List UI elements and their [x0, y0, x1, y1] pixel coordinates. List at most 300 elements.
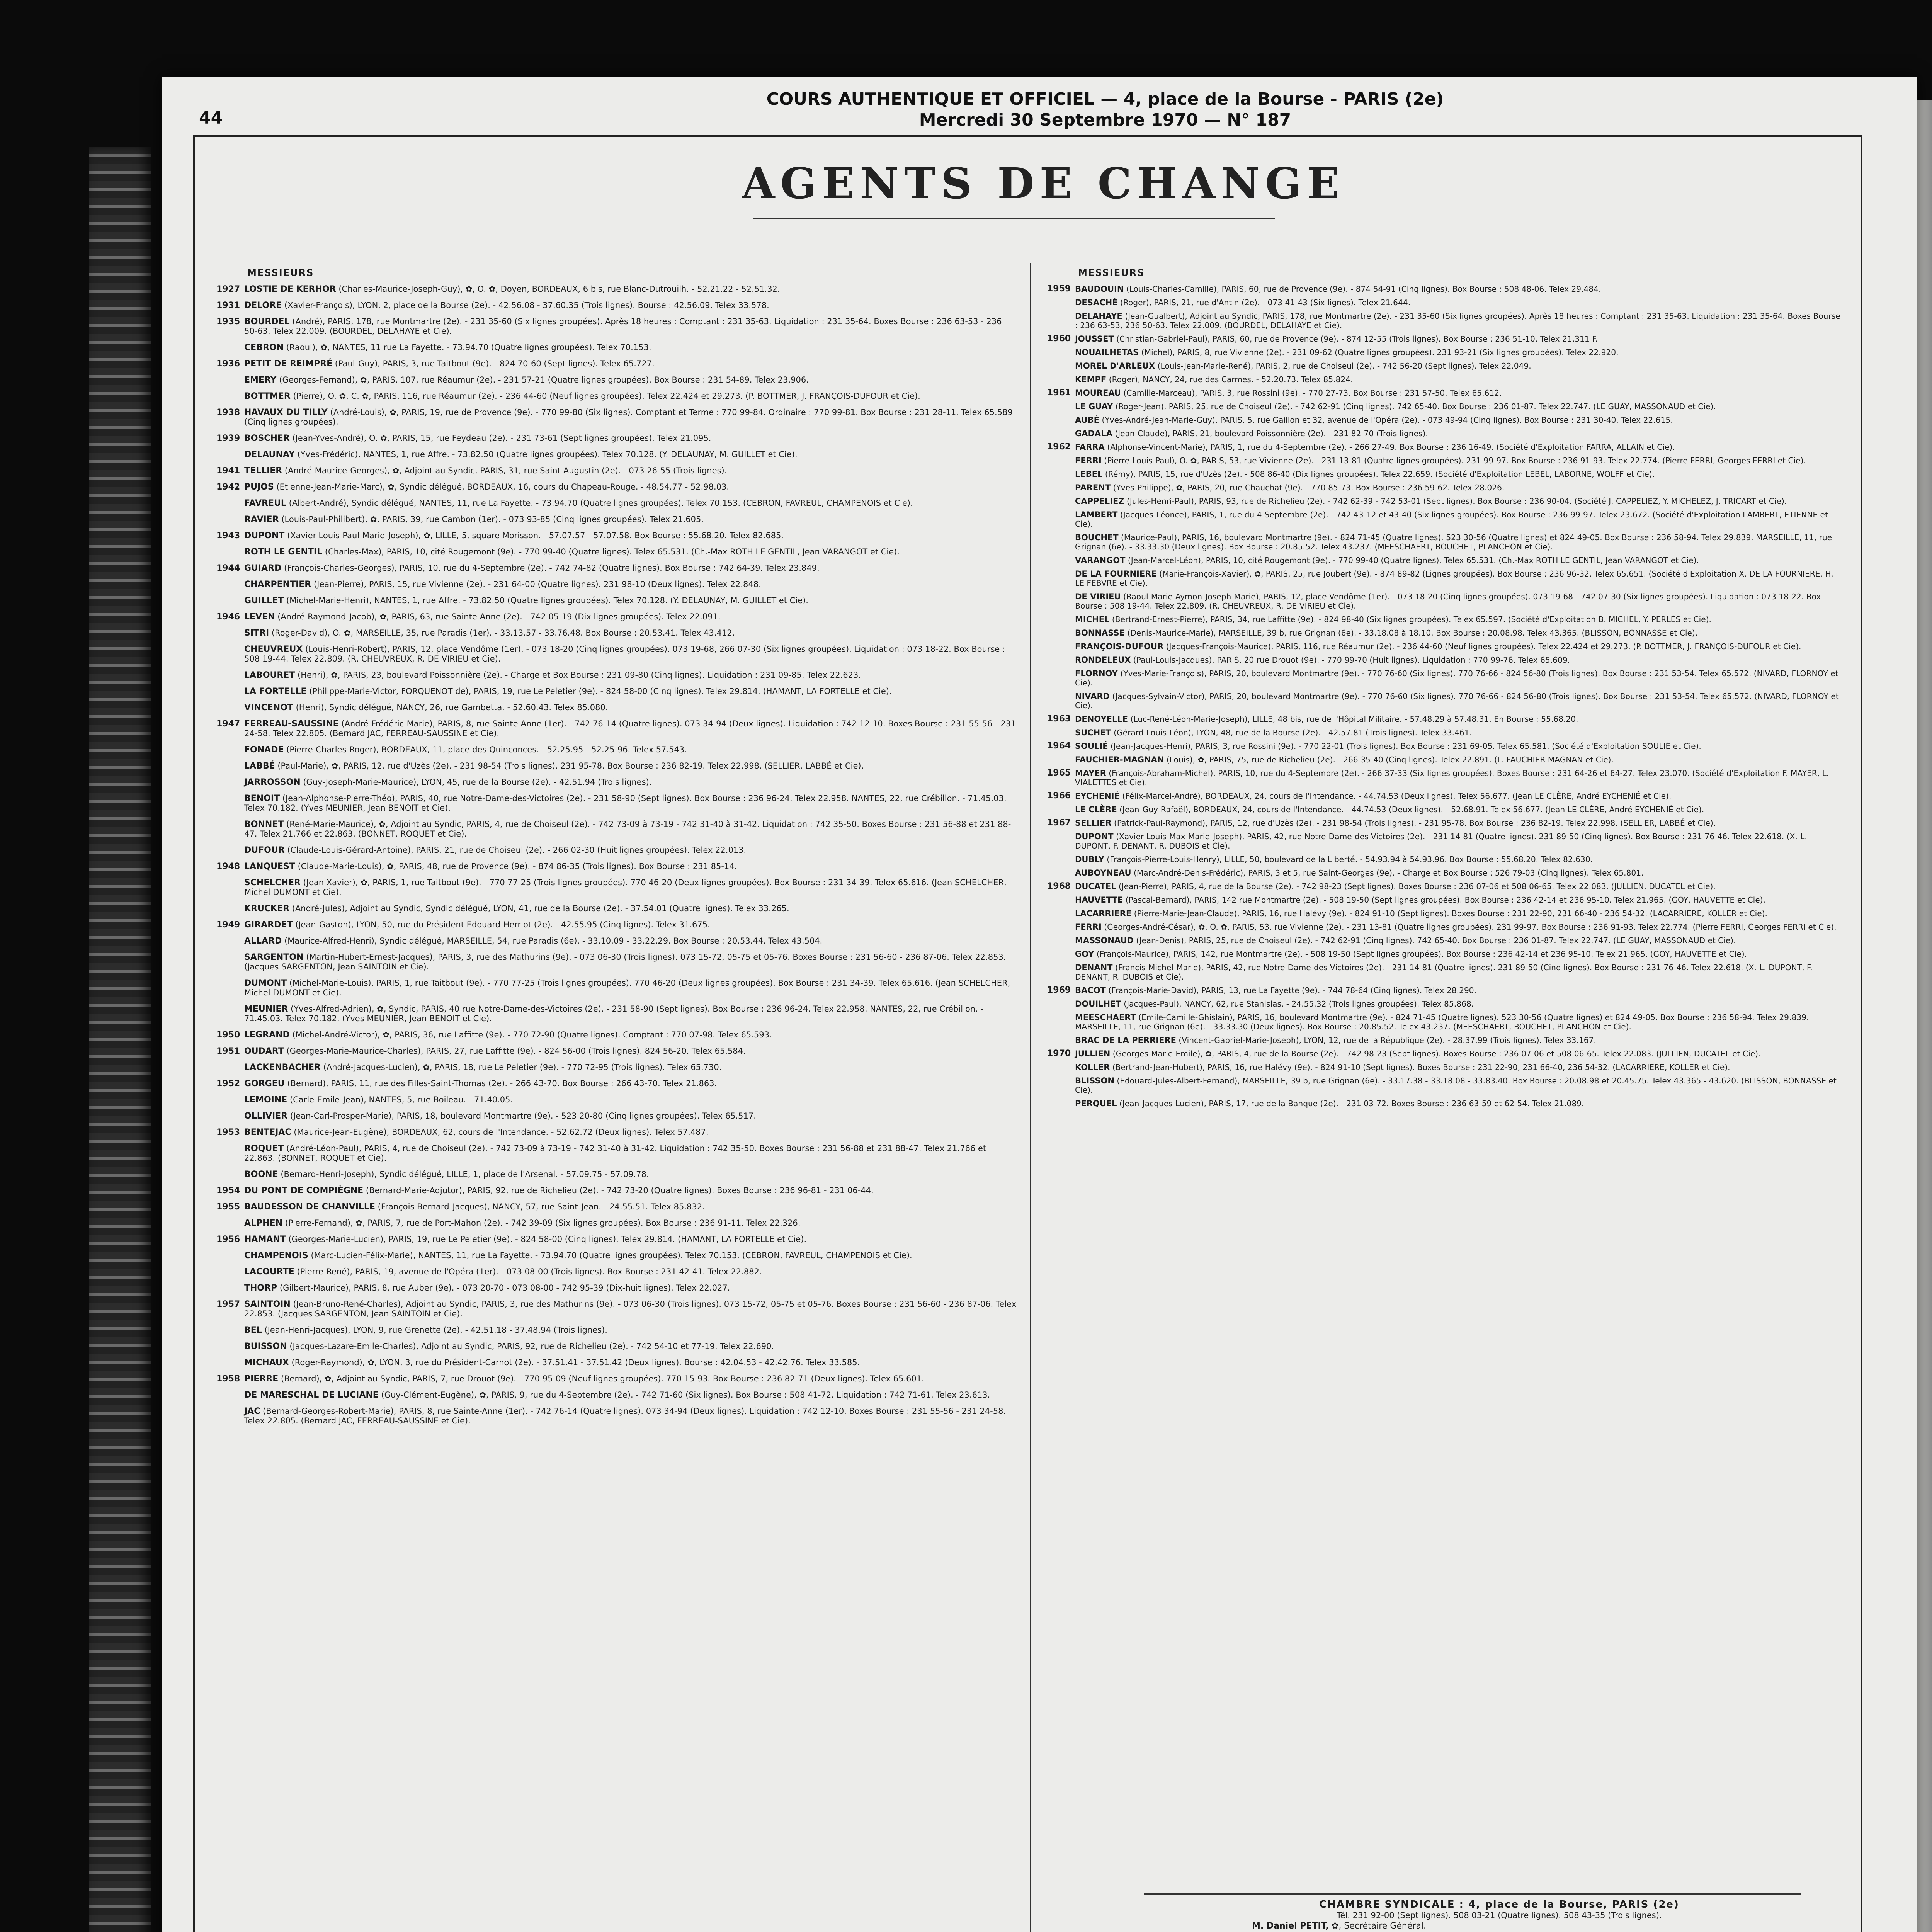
entry-text [244, 547, 1016, 557]
agent-entry [1047, 592, 1843, 611]
entry-text [1075, 628, 1843, 638]
entry-year: 1938 [216, 408, 240, 417]
agent-details: (Luc-René-Léon-Marie-Joseph), LILLE, 48 bis, rue de l'Hôpital Militaire. - 57.48.29 à 57.48.31. En Bourse : 55.68.20. [1130, 714, 1578, 724]
agent-name: JARROSSON [244, 777, 301, 787]
entry-year [216, 1358, 244, 1367]
agent-details: (François-Marie-David), PARIS, 13, rue La Fayette (9e). - 744 78-64 (Cinq lignes). Telex 28.290. [1108, 986, 1477, 995]
left-column-heading: MESSIEURS [247, 267, 314, 278]
agent-entry [1047, 284, 1843, 294]
agent-entry [1047, 999, 1843, 1009]
entry-year: 1954 [216, 1186, 240, 1196]
entry-text [244, 1046, 1016, 1056]
entry-year: 1936 [216, 359, 240, 369]
entry-text [244, 1111, 1016, 1121]
agent-entry [1047, 1049, 1843, 1058]
agent-entry [1047, 1036, 1843, 1045]
entry-text [244, 359, 1016, 369]
entry-text [244, 1267, 1016, 1277]
agent-name: FLORNOY [1075, 669, 1118, 678]
entry-text [244, 904, 1016, 913]
entry-year [216, 845, 244, 855]
entry-year [1047, 375, 1075, 384]
agent-name: GUILLET [244, 596, 284, 605]
agent-entry [216, 466, 1016, 476]
agent-name: BAUDESSON DE CHANVILLE [244, 1202, 375, 1212]
entry-year: 1948 [216, 862, 240, 871]
agent-name: DUCATEL [1075, 882, 1116, 891]
agent-name: MICHAUX [244, 1358, 289, 1367]
entry-year: 1950 [216, 1030, 240, 1040]
agent-entry [1047, 755, 1843, 764]
entry-year [216, 1111, 244, 1121]
agent-name: DE VIRIEU [1075, 592, 1121, 601]
entry-text [1075, 456, 1843, 465]
agent-name: RAVIER [244, 515, 279, 524]
agent-entry [216, 1170, 1016, 1179]
entry-year [1047, 728, 1075, 737]
agent-details: (Jean-Jacques-Henri), PARIS, 3, rue Rossini (9e). - 770 22-01 (Trois lignes). Box Bourse : 231 69-05. Telex 65.581. (Société d'Exploitation SOULIÉ et Cie). [1111, 742, 1701, 751]
entry-text [1075, 334, 1843, 344]
entry-year: 1927 [216, 284, 240, 294]
agent-name: BACOT [1075, 986, 1106, 995]
agent-name: RONDELEUX [1075, 655, 1131, 665]
agent-details: (Pierre), O. ✿, C. ✿, PARIS, 116, rue Réaumur (2e). - 236 44-60 (Neuf lignes groupées). Telex 22.424 et 29.273. (P. BOTTMER, J. FRANÇOIS-DUFOUR et Cie). [293, 391, 920, 401]
agent-name: DENOYELLE [1075, 714, 1128, 724]
agent-entry [216, 794, 1016, 813]
entry-year [1047, 895, 1075, 905]
agent-name: SCHELCHER [244, 878, 301, 888]
entry-year [1047, 1076, 1075, 1095]
agent-name: NOUAILHETAS [1075, 348, 1139, 357]
entry-year [216, 1063, 244, 1072]
agent-name: BRAC DE LA PERRIERE [1075, 1036, 1176, 1045]
entry-text [244, 1218, 1016, 1228]
entry-year [1047, 1099, 1075, 1108]
entry-text [1075, 805, 1843, 814]
agent-details: (François-Pierre-Louis-Henry), LILLE, 50, boulevard de la Liberté. - 54.93.94 à 54.93.96. Box Bourse : 55.68.20. Telex 82.630. [1107, 855, 1593, 864]
agent-entry [1047, 348, 1843, 357]
agent-entry [1047, 1099, 1843, 1108]
agent-name: KEMPF [1075, 375, 1107, 384]
entry-year: 1955 [216, 1202, 240, 1212]
entry-year [216, 1170, 244, 1179]
agent-name: LABBÉ [244, 761, 275, 771]
entry-year [216, 978, 244, 998]
entry-year [216, 498, 244, 508]
agent-entry [216, 359, 1016, 369]
entry-text [244, 498, 1016, 508]
agent-details: (Michel-Marie-Louis), PARIS, 1, rue Taitbout (9e). - 770 77-25 (Trois lignes groupées). 770 46-20 (Deux lignes groupées). Box Bourse : 231 34-39. Telex 65.616. (Jean SCHELCHER, Michel DUMONT et Cie). [244, 978, 1010, 997]
agent-name: VARANGOT [1075, 556, 1126, 565]
agent-details: (Henri), Syndic délégué, NANCY, 26, rue Gambetta. - 52.60.43. Telex 85.080. [296, 703, 608, 712]
agent-name: FAUCHIER-MAGNAN [1075, 755, 1164, 764]
entry-text [244, 1004, 1016, 1024]
left-entry-list [216, 284, 1016, 1426]
headline-rule [753, 218, 1275, 219]
agent-entry [1047, 375, 1843, 384]
page-edge [1917, 100, 1932, 1932]
entry-text [1075, 791, 1843, 801]
agent-entry [216, 687, 1016, 696]
agent-entry [1047, 361, 1843, 371]
agent-entry [216, 1186, 1016, 1196]
book-binding [89, 147, 151, 1932]
agent-name: LEMOINE [244, 1095, 287, 1105]
agent-details: (Jean-Bruno-René-Charles), Adjoint au Syndic, PARIS, 3, rue des Mathurins (9e). - 073 06-30 (Trois lignes). 073 15-72, 05-75 et 05-76. Boxes Bourse : 231 56-60 - 236 87-06. Telex 22.853. (Jacques SARGENTON, Jean SAINTOIN et Cie). [244, 1299, 1017, 1318]
entry-text [1075, 714, 1843, 724]
entry-year [1047, 348, 1075, 357]
entry-text [244, 761, 1016, 771]
entry-year: 1958 [216, 1374, 240, 1384]
entry-year [216, 904, 244, 913]
agent-entry [216, 777, 1016, 787]
entry-year: 1962 [1047, 442, 1071, 452]
entry-year [216, 1144, 244, 1163]
agent-name: VINCENOT [244, 703, 293, 713]
chambre-member [1252, 1921, 1847, 1932]
entry-year [216, 547, 244, 557]
agent-details: (Roger), NANCY, 24, rue des Carmes. - 52.20.73. Telex 85.824. [1109, 375, 1353, 384]
agent-name: CHAMPENOIS [244, 1251, 308, 1260]
agent-name: MEESCHAERT [1075, 1013, 1136, 1022]
entry-year [216, 391, 244, 401]
agent-details: (Xavier-Louis-Paul-Marie-Joseph), ✿, LILLE, 5, square Morisson. - 57.07.57 - 57.07.58. Box Bourse : 55.68.20. Telex 82.685. [287, 531, 784, 540]
agent-name: MICHEL [1075, 615, 1110, 624]
entry-year [1047, 533, 1075, 551]
agent-details: (Bertrand-Jean-Hubert), PARIS, 16, rue Halévy (9e). - 824 91-10 (Sept lignes). Boxes Bourse : 231 22-90, 231 66-40, 236 54-32. (LACARRIERE, KOLLER et Cie). [1112, 1063, 1730, 1072]
agent-name: DUFOUR [244, 845, 285, 855]
entry-year: 1941 [216, 466, 240, 476]
entry-text [1075, 986, 1843, 995]
agent-details: (Pierre-Louis-Paul), O. ✿, PARIS, 53, rue Vivienne (2e). - 231 13-81 (Quatre lignes groupées). 231 99-97. Box Bourse : 236 91-93. Telex 22.774. (Pierre FERRI, Georges FERRI et Cie). [1104, 456, 1806, 465]
agent-entry [1047, 334, 1843, 344]
entry-year [1047, 569, 1075, 588]
agent-name: MASSONAUD [1075, 936, 1134, 945]
agent-entry [216, 1235, 1016, 1244]
agent-details: (Jacques-Sylvain-Victor), PARIS, 20, boulevard Montmartre (9e). - 770 76-60 (Six lignes). 770 76-66 - 824 56-80 (Trois lignes). Box Bourse : 231 53-54. Telex 65.572. (NIVARD, FLORNOY et Cie). [1075, 692, 1839, 710]
entry-text [244, 920, 1016, 930]
entry-text [1075, 510, 1843, 529]
agent-details: (André-Jules), Adjoint au Syndic, Syndic délégué, LYON, 41, rue de la Bourse (2e). - 37.54.01 (Quatre lignes). Telex 33.265. [292, 904, 789, 913]
agent-name: BUISSON [244, 1342, 287, 1351]
masthead-title: COURS AUTHENTIQUE ET OFFICIEL — 4, place de la Bourse - PARIS (2e) [766, 89, 1444, 109]
agent-details: (Bertrand-Ernest-Pierre), PARIS, 34, rue Laffitte (9e). - 824 98-40 (Six lignes groupées). Telex 65.597. (Société d'Exploitation B. MICHEL, Y. PERLÈS et Cie). [1112, 615, 1711, 624]
agent-name: AUBÉ [1075, 415, 1100, 425]
entry-text [1075, 533, 1843, 551]
entry-year [216, 1095, 244, 1105]
entry-text [244, 482, 1016, 492]
agent-details: (Louis-Paul-Philibert), ✿, PARIS, 39, rue Cambon (1er). - 073 93-85 (Cinq lignes groupées). Telex 21.605. [281, 515, 704, 524]
agent-name: BEL [244, 1325, 262, 1335]
agent-entry [1047, 895, 1843, 905]
entry-text [244, 862, 1016, 871]
agent-name: LAMBERT [1075, 510, 1118, 519]
entry-year [1047, 497, 1075, 506]
agent-entry [1047, 936, 1843, 945]
entry-text [244, 1283, 1016, 1293]
entry-text [1075, 922, 1843, 932]
agent-entry [1047, 714, 1843, 724]
agent-name: SITRI [244, 628, 269, 638]
agent-details: (Michel-Marie-Henri), NANTES, 1, rue Affre. - 73.82.50 (Quatre lignes groupées). Telex 70.128. (Y. DELAUNAY, M. GUILLET et Cie). [286, 596, 808, 605]
agent-details: (Jacques-Lazare-Emile-Charles), Adjoint au Syndic, PARIS, 92, rue de Richelieu (2e). - 742 54-10 et 77-19. Telex 22.690. [289, 1342, 774, 1351]
entry-year [1047, 999, 1075, 1009]
entry-text [1075, 497, 1843, 506]
agent-name: HAMANT [244, 1235, 286, 1244]
agent-details: (Xavier-François), LYON, 2, place de la Bourse (2e). - 42.56.08 - 37.60.35 (Trois lignes). Bourse : 42.56.09. Telex 33.578. [284, 301, 769, 310]
member-name: M. Daniel PETIT, [1252, 1921, 1329, 1931]
agent-details: (Roger-Jean), PARIS, 25, rue de Choiseul (2e). - 742 62-91 (Cinq lignes). 742 65-40. Box Bourse : 236 01-87. Telex 22.747. (LE GUAY, MASSONAUD et Cie). [1115, 402, 1716, 411]
entry-year: 1931 [216, 301, 240, 310]
page-headline: AGENTS DE CHANGE [742, 158, 1345, 208]
agent-entry [216, 482, 1016, 492]
agent-details: (Pierre-René), PARIS, 19, avenue de l'Opéra (1er). - 073 08-00 (Trois lignes). Box Bourse : 231 42-41. Telex 22.882. [297, 1267, 762, 1276]
entry-text [1075, 1049, 1843, 1058]
agent-details: (Bernard-Georges-Robert-Marie), PARIS, 8, rue Sainte-Anne (1er). - 742 76-14 (Quatre lignes). 073 34-94 (Deux lignes). Liquidation : 742 12-10. Boxes Bourse : 231 55-56 - 231 24-58. Telex 22.805. (Bernard JAC, FERREAU-SAUSSINE et Cie). [244, 1406, 1006, 1425]
agent-name: OUDART [244, 1046, 284, 1056]
agent-details: (Marie-François-Xavier), ✿, PARIS, 25, rue Joubert (9e). - 874 89-82 (Lignes groupées). Box Bourse : 236 96-32. Telex 65.651. (Société d'Exploitation X. DE LA FOURNIERE, H. LE FEBVRE et Cie). [1075, 569, 1833, 588]
agent-name: LEBEL [1075, 469, 1103, 479]
agent-entry [216, 862, 1016, 871]
entry-text [1075, 311, 1843, 330]
agent-name: LANQUEST [244, 862, 295, 871]
entry-text [1075, 1013, 1843, 1031]
agent-name: LA FORTELLE [244, 687, 307, 696]
entry-year [216, 777, 244, 787]
agent-details: (Jean-Claude), PARIS, 21, boulevard Poissonnière (2e). - 231 82-70 (Trois lignes). [1115, 429, 1428, 438]
right-column [1047, 267, 1843, 1112]
agent-name: DOUILHET [1075, 999, 1121, 1009]
agent-entry [216, 1063, 1016, 1072]
entry-year [216, 820, 244, 839]
member-role: ✿, Secrétaire Général. [1328, 1921, 1427, 1931]
entry-text [244, 1030, 1016, 1040]
entry-text [1075, 429, 1843, 438]
entry-year [216, 580, 244, 589]
entry-year: 1957 [216, 1299, 240, 1309]
agent-details: (Maurice-Paul), PARIS, 16, boulevard Montmartre (9e). - 824 71-45 (Quatre lignes). 523 30-56 (Quatre lignes) et 824 49-05. Box Bourse : 236 58-94. Telex 29.839. MARSEILLE, 11, rue Grignan (6e). - 33.33.30 (Deux lignes). Box Bourse : 20.85.52. Telex 43.237. (MEESCHAERT, BOUCHET, PLANCHON et Cie). [1075, 533, 1832, 551]
agent-entry [1047, 832, 1843, 850]
agent-details: (André-Jacques-Lucien), ✿, PARIS, 18, rue Le Peletier (9e). - 770 72-95 (Trois lignes). Telex 65.730. [323, 1063, 722, 1072]
agent-entry [1047, 497, 1843, 506]
agent-details: (Jean-Gualbert), Adjoint au Syndic, PARIS, 178, rue Montmartre (2e). - 231 35-60 (Six lignes groupées). Après 18 heures : Comptant : 231 35-63. Liquidation : 231 35-64. Boxes Bourse : 236 63-53, 236 50-63. Telex 22.009. (BOURDEL, DELAHAYE et Cie). [1075, 311, 1840, 330]
agent-name: BONNASSE [1075, 628, 1125, 638]
entry-year [216, 1267, 244, 1277]
entry-text [244, 1079, 1016, 1088]
agent-name: DUMONT [244, 978, 287, 988]
entry-text [244, 1390, 1016, 1400]
agent-entry [216, 1299, 1016, 1319]
agent-name: LACARRIERE [1075, 909, 1132, 918]
agent-name: AUBOYNEAU [1075, 868, 1131, 878]
entry-year [1047, 868, 1075, 878]
entry-text [1075, 769, 1843, 787]
agent-name: CEBRON [244, 343, 284, 352]
agent-details: (Jacques-Léonce), PARIS, 1, rue du 4-Septembre (2e). - 742 43-12 et 43-40 (Six lignes groupées). Box Bourse : 236 99-97. Telex 23.672. (Société d'Exploitation LAMBERT, ETIENNE et Cie). [1075, 510, 1828, 529]
entry-year [1047, 909, 1075, 918]
agent-details: (Jean-Carl-Prosper-Marie), PARIS, 18, boulevard Montmartre (9e). - 523 20-80 (Cinq lignes groupées). Telex 65.517. [290, 1111, 756, 1121]
agent-details: (François-Maurice), PARIS, 142, rue Montmartre (2e). - 508 19-50 (Sept lignes groupées). Box Bourse : 236 42-14 et 236 95-10. Telex 21.965. (GOY, HAUVETTE et Cie). [1096, 949, 1747, 959]
entry-text [244, 745, 1016, 755]
entry-year [1047, 361, 1075, 371]
agent-entry [1047, 818, 1843, 828]
agent-entry [216, 878, 1016, 897]
agent-entry [216, 547, 1016, 557]
agent-name: LEGRAND [244, 1030, 290, 1040]
agent-entry [216, 498, 1016, 508]
entry-text [244, 450, 1016, 459]
agent-name: HAUVETTE [1075, 895, 1123, 905]
agent-details: (Jules-Henri-Paul), PARIS, 93, rue de Richelieu (2e). - 742 62-39 - 742 53-01 (Sept lignes). Box Bourse : 236 90-04. (Société J. CAPPELIEZ, Y. MICHELEZ, J. TRICART et Cie). [1126, 497, 1787, 506]
entry-text [1075, 375, 1843, 384]
agent-name: ROQUET [244, 1144, 284, 1153]
masthead-date: Mercredi 30 Septembre 1970 — N° 187 [919, 110, 1291, 130]
entry-text [1075, 415, 1843, 425]
agent-name: LACKENBACHER [244, 1063, 321, 1072]
agent-details: (Yves-Frédéric), NANTES, 1, rue Affre. - 73.82.50 (Quatre lignes groupées). Telex 70.128. (Y. DELAUNAY, M. GUILLET et Cie). [297, 450, 798, 459]
agent-name: JOUSSET [1075, 334, 1114, 344]
entry-year [216, 1218, 244, 1228]
agent-details: (Claude-Marie-Louis), ✿, PARIS, 48, rue de Provence (9e). - 874 86-35 (Trois lignes). Box Bourse : 231 85-14. [298, 862, 737, 871]
entry-year: 1969 [1047, 985, 1071, 995]
entry-year: 1943 [216, 531, 240, 541]
entry-text [244, 596, 1016, 605]
agent-entry [216, 343, 1016, 352]
agent-name: MAYER [1075, 769, 1106, 778]
agent-entry [216, 1374, 1016, 1384]
entry-text [1075, 655, 1843, 665]
agent-name: DUPONT [244, 531, 285, 541]
agent-name: CAPPELIEZ [1075, 497, 1124, 506]
entry-year [1047, 1036, 1075, 1045]
entry-text [244, 580, 1016, 589]
agent-entry [216, 628, 1016, 638]
entry-year [1047, 429, 1075, 438]
masthead [603, 89, 1607, 131]
agent-details: (Bernard), PARIS, 11, rue des Filles-Saint-Thomas (2e). - 266 43-70. Box Bourse : 266 43-70. Telex 21.863. [287, 1079, 717, 1088]
right-column-heading: MESSIEURS [1078, 267, 1145, 278]
entry-year: 1963 [1047, 714, 1071, 724]
entry-year [1047, 615, 1075, 624]
agent-entry [216, 952, 1016, 972]
agent-details: (Louis), ✿, PARIS, 75, rue de Richelieu (2e). - 266 35-40 (Cinq lignes). Telex 22.891. (L. FAUCHIER-MAGNAN et Cie). [1166, 755, 1614, 764]
entry-text [1075, 832, 1843, 850]
agent-details: (Jacques-François-Maurice), PARIS, 116, rue Réaumur (2e). - 236 44-60 (Neuf lignes groupées). Telex 22.424 et 29.273. (P. BOTTMER, J. FRANÇOIS-DUFOUR et Cie). [1166, 642, 1801, 651]
agent-entry [1047, 909, 1843, 918]
agent-name: DELORE [244, 301, 282, 310]
chambre-syndicale-block [1151, 1899, 1847, 1932]
agent-details: (Paul-Marie), ✿, PARIS, 12, rue d'Uzès (2e). - 231 98-54 (Trois lignes). 231 95-78. Box Bourse : 236 82-19. Telex 22.998. (SELLIER, LABBÉ et Cie). [277, 761, 864, 770]
entry-text [1075, 728, 1843, 737]
agent-details: (Christian-Gabriel-Paul), PARIS, 60, rue de Provence (9e). - 874 12-55 (Trois lignes). Box Bourse : 236 51-10. Telex 21.311 F. [1116, 334, 1598, 344]
entry-year [216, 670, 244, 680]
entry-year [216, 936, 244, 946]
entry-text [1075, 742, 1843, 751]
entry-year [1047, 655, 1075, 665]
agent-entry [1047, 986, 1843, 995]
agent-entry [1047, 615, 1843, 624]
agent-entry [216, 703, 1016, 713]
agent-details: (Edouard-Jules-Albert-Fernand), MARSEILLE, 39 b, rue Grignan (6e). - 33.17.38 - 33.18.08 - 33.83.40. Box Bourse : 20.08.98 et 20.45.75. Telex 43.365 - 43.620. (BLISSON, BONNASSE et Cie). [1075, 1076, 1837, 1095]
agent-entry [1047, 569, 1843, 588]
chambre-phone: Tél. 231 92-00 (Sept lignes). 508 03-21 (Quatre lignes). 508 43-35 (Trois lignes). [1337, 1911, 1662, 1920]
agent-entry [1047, 402, 1843, 411]
agent-details: (Yves-André-Jean-Marie-Guy), PARIS, 5, rue Gaillon et 32, avenue de l'Opéra (2e). - 073 49-94 (Cinq lignes). Box Bourse : 231 30-40. Telex 22.615. [1102, 415, 1673, 425]
agent-name: PIERRE [244, 1374, 279, 1384]
entry-year [216, 687, 244, 696]
agent-entry [1047, 692, 1843, 710]
entry-text [1075, 949, 1843, 959]
agent-details: (Louis-Charles-Camille), PARIS, 60, rue de Provence (9e). - 874 54-91 (Cinq lignes). Box Bourse : 508 48-06. Telex 29.484. [1126, 284, 1601, 294]
agent-name: DENANT [1075, 963, 1113, 972]
agent-entry [1047, 469, 1843, 479]
agent-name: PUJOS [244, 482, 274, 492]
entry-text [1075, 818, 1843, 828]
entry-year [1047, 1013, 1075, 1031]
agent-name: LE GUAY [1075, 402, 1113, 411]
agent-entry [216, 1358, 1016, 1367]
entry-year [216, 761, 244, 771]
entry-text [1075, 1036, 1843, 1045]
entry-text [1075, 442, 1843, 452]
agent-details: (Maurice-Alfred-Henri), Syndic délégué, MARSEILLE, 54, rue Paradis (6e). - 33.10.09 - 33.22.29. Box Bourse : 20.53.44. Telex 43.504. [284, 936, 823, 946]
agent-entry [1047, 882, 1843, 891]
entry-text [1075, 298, 1843, 307]
agent-details: (Patrick-Paul-Raymond), PARIS, 12, rue d'Uzès (2e). - 231 98-54 (Trois lignes). - 231 95-78. Box Bourse : 236 82-19. Telex 22.998. (SELLIER, LABBÉ et Cie). [1114, 818, 1716, 828]
agent-name: FRANÇOIS-DUFOUR [1075, 642, 1164, 651]
entry-text [1075, 936, 1843, 945]
entry-text [1075, 999, 1843, 1009]
entry-year: 1960 [1047, 334, 1071, 344]
entry-year [1047, 805, 1075, 814]
agent-details: (Roger-David), O. ✿, MARSEILLE, 35, rue Paradis (1er). - 33.13.57 - 33.76.48. Box Bourse : 20.53.41. Telex 43.412. [271, 628, 735, 638]
agent-name: DE LA FOURNIERE [1075, 569, 1157, 578]
entry-year: 1967 [1047, 818, 1071, 828]
agent-details: (André-Raymond-Jacob), ✿, PARIS, 63, rue Sainte-Anne (2e). - 742 05-19 (Dix lignes groupées). Telex 22.091. [277, 612, 721, 621]
agent-details: (Georges-Marie-Maurice-Charles), PARIS, 27, rue Laffitte (9e). - 824 56-00 (Trois lignes). 824 56-20. Telex 65.584. [286, 1046, 746, 1056]
agent-name: THORP [244, 1283, 277, 1293]
entry-year: 1953 [216, 1128, 240, 1137]
chambre-member-list [1151, 1921, 1847, 1932]
agent-entry [1047, 429, 1843, 438]
agent-name: ALPHEN [244, 1218, 283, 1228]
entry-year [1047, 936, 1075, 945]
entry-text [244, 703, 1016, 713]
entry-text [244, 670, 1016, 680]
entry-text [244, 1358, 1016, 1367]
entry-text [244, 1186, 1016, 1196]
entry-text [244, 1342, 1016, 1351]
agent-details: (Vincent-Gabriel-Marie-Joseph), LYON, 12, rue de la République (2e). - 28.37.99 (Trois lignes). Telex 33.167. [1179, 1036, 1596, 1045]
agent-entry [1047, 769, 1843, 787]
entry-text [244, 563, 1016, 573]
agent-entry [216, 408, 1016, 427]
entry-year: 1935 [216, 317, 240, 327]
agent-details: (Raoul), ✿, NANTES, 11 rue La Fayette. - 73.94.70 (Quatre lignes groupées). Telex 70.153. [286, 343, 651, 352]
entry-text [244, 1095, 1016, 1105]
entry-year: 1968 [1047, 881, 1071, 891]
agent-name: LABOURET [244, 670, 295, 680]
agent-name: SAINTOIN [244, 1299, 291, 1309]
agent-details: (Guy-Clément-Eugène), ✿, PARIS, 9, rue du 4-Septembre (2e). - 742 71-60 (Six lignes). Box Bourse : 508 41-72. Liquidation : 742 71-61. Telex 23.613. [381, 1390, 990, 1400]
entry-year: 1970 [1047, 1049, 1071, 1058]
agent-details: (Louis-Henri-Robert), PARIS, 12, place Vendôme (1er). - 073 18-20 (Cinq lignes groupées). 073 19-68, 266 07-30 (Six lignes groupées). Liquidation : 073 18-22. Box Bourse : 508 19-44. Telex 22.809. (R. CHEUVREUX, R. DE VIRIEU et Cie). [244, 645, 1005, 663]
agent-details: (Yves-Marie-François), PARIS, 20, boulevard Montmartre (9e). - 770 76-60 (Six lignes). 770 76-66 - 824 56-80 (Trois lignes). Box Bourse : 231 53-54. Telex 65.572. (NIVARD, FLORNOY et Cie). [1075, 669, 1838, 687]
agent-name: BOURDEL [244, 317, 290, 327]
agent-details: (Jean-Pierre), PARIS, 4, rue de la Bourse (2e). - 742 98-23 (Sept lignes). Boxes Bourse : 236 07-06 et 508 06-65. Telex 22.083. (JULLIEN, DUCATEL et Cie). [1119, 882, 1716, 891]
entry-year [216, 645, 244, 664]
entry-text [1075, 895, 1843, 905]
